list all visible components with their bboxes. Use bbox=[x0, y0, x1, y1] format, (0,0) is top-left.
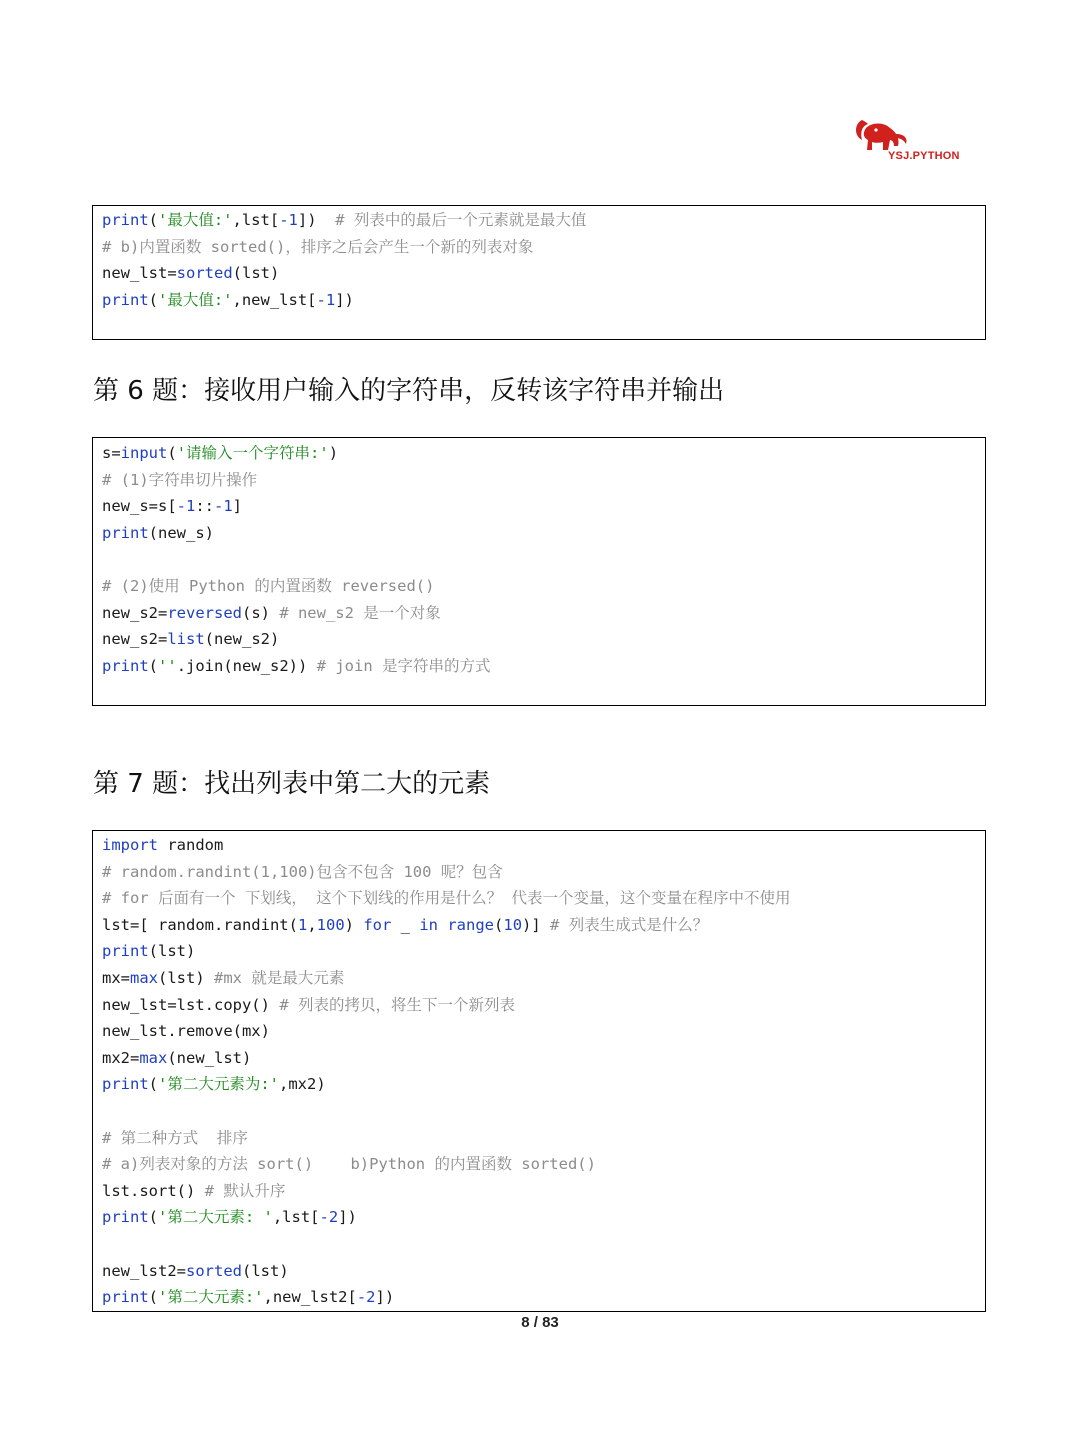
code-token: , bbox=[307, 915, 317, 934]
page-number: 8 / 83 bbox=[521, 1314, 559, 1331]
code-token: 100 bbox=[316, 915, 345, 934]
code-line bbox=[102, 832, 976, 859]
code-token: -1 bbox=[279, 211, 298, 229]
code-line bbox=[102, 467, 976, 494]
code-line bbox=[102, 573, 976, 600]
code-line bbox=[102, 600, 976, 627]
code-line bbox=[102, 1178, 976, 1205]
code-token: reversed bbox=[167, 603, 242, 622]
code-token: (lst) bbox=[158, 968, 214, 987]
code-token: ]) bbox=[297, 211, 336, 229]
code-token: ,mx2) bbox=[279, 1075, 326, 1094]
code-token: ( bbox=[148, 1288, 159, 1307]
code-line bbox=[102, 653, 976, 680]
code-line bbox=[102, 440, 976, 467]
code-token: -2 bbox=[319, 1208, 339, 1227]
code-token: new_s=s[ bbox=[102, 497, 177, 516]
code-token: ,new_lst[ bbox=[232, 290, 317, 309]
logo-text: YSJ.PYTHON bbox=[888, 150, 960, 162]
code-line bbox=[102, 234, 976, 261]
code-token: random bbox=[158, 836, 224, 854]
code-comment: # 列表的拷贝，将生下一个新列表 bbox=[279, 995, 515, 1014]
code-comment: # b)内置函数 sorted()，排序之后会产生一个新的列表对象 bbox=[102, 237, 534, 256]
code-token: '第二大元素:' bbox=[158, 1288, 264, 1307]
code-line bbox=[102, 260, 976, 287]
code-token bbox=[438, 916, 447, 934]
code-token: mx2= bbox=[102, 1048, 140, 1067]
code-token: -1 bbox=[176, 497, 196, 516]
code-token: max bbox=[139, 1048, 168, 1067]
code-token: 10 bbox=[503, 915, 523, 934]
code-comment: # a)列表对象的方法 sort() b)Python 的内置函数 sorted() bbox=[102, 1155, 596, 1174]
code-token: ( bbox=[148, 211, 159, 229]
code-token: '请输入一个字符串:' bbox=[176, 444, 329, 462]
code-comment: # join 是字符串的方式 bbox=[316, 656, 491, 675]
code-token: :: bbox=[195, 497, 214, 516]
code-token: print bbox=[102, 523, 149, 542]
code-token: new_s2= bbox=[102, 630, 168, 649]
code-token: import bbox=[102, 836, 158, 854]
code-token: -1 bbox=[316, 290, 336, 309]
code-token: s= bbox=[102, 444, 121, 462]
code-token: (lst) bbox=[148, 942, 196, 961]
code-token: (s) bbox=[241, 603, 280, 622]
code-token: lst.sort() bbox=[102, 1181, 205, 1200]
code-token: ]) bbox=[338, 1208, 357, 1227]
code-token: '最大值:' bbox=[158, 290, 233, 309]
code-line bbox=[102, 287, 976, 314]
code-token: _ bbox=[391, 915, 420, 934]
code-block-reverse-string bbox=[92, 437, 986, 706]
code-line bbox=[102, 992, 976, 1019]
code-token: 1 bbox=[297, 915, 308, 934]
code-line bbox=[102, 207, 976, 234]
code-token: '' bbox=[158, 656, 177, 675]
code-token: in bbox=[419, 915, 438, 934]
code-line bbox=[102, 626, 976, 653]
code-token: .join(new_s2)) bbox=[176, 656, 317, 675]
code-token: print bbox=[102, 1075, 149, 1094]
code-token: (lst) bbox=[242, 1261, 289, 1280]
code-line bbox=[102, 493, 976, 520]
code-block-max-value bbox=[92, 205, 986, 340]
code-token: print bbox=[102, 211, 149, 229]
code-block-second-largest bbox=[92, 830, 986, 1312]
code-token: ]) bbox=[335, 290, 354, 309]
code-token: ( bbox=[494, 915, 504, 934]
code-token: new_s2= bbox=[102, 603, 168, 622]
code-token: ,new_lst2[ bbox=[263, 1288, 357, 1307]
code-line bbox=[102, 1125, 976, 1152]
code-comment: #mx 就是最大元素 bbox=[214, 968, 345, 987]
question-7-title: 第 7 题：找出列表中第二大的元素 bbox=[93, 769, 491, 799]
code-token: max bbox=[130, 968, 158, 987]
code-line bbox=[102, 1045, 976, 1072]
code-token: (new_s2) bbox=[204, 630, 280, 649]
code-comment: # 第二种方式 排序 bbox=[102, 1128, 248, 1147]
code-comment: # random.randint(1,100)包含不包含 100 呢？包含 bbox=[102, 862, 503, 881]
code-line bbox=[102, 912, 976, 939]
code-token: (lst) bbox=[232, 264, 280, 283]
question-6-title: 第 6 题：接收用户输入的字符串，反转该字符串并输出 bbox=[93, 376, 725, 406]
code-token: list bbox=[167, 630, 205, 649]
code-token: ,lst[ bbox=[232, 211, 280, 229]
code-token: mx= bbox=[102, 968, 130, 987]
code-line bbox=[102, 1098, 976, 1125]
code-line bbox=[102, 1258, 976, 1285]
code-token: sorted bbox=[176, 264, 233, 283]
code-line bbox=[102, 859, 976, 886]
code-token: lst=[ random.randint( bbox=[102, 915, 298, 934]
code-line bbox=[102, 938, 976, 965]
code-comment: # 列表生成式是什么？ bbox=[550, 915, 709, 934]
code-token: for bbox=[363, 915, 392, 934]
code-line bbox=[102, 546, 976, 573]
code-token: ( bbox=[148, 1075, 159, 1094]
code-token: ,lst[ bbox=[272, 1208, 320, 1227]
code-comment: # (2)使用 Python 的内置函数 reversed() bbox=[102, 576, 435, 595]
code-token: )] bbox=[522, 915, 551, 934]
code-token: (new_lst) bbox=[167, 1048, 252, 1067]
code-token: -1 bbox=[214, 497, 233, 516]
code-token: new_lst.remove(mx) bbox=[102, 1022, 270, 1041]
code-line bbox=[102, 1231, 976, 1258]
code-token: ( bbox=[148, 290, 159, 309]
code-token: print bbox=[102, 656, 149, 675]
code-token: ]) bbox=[375, 1288, 395, 1307]
code-token: '第二大元素为:' bbox=[158, 1075, 280, 1094]
code-token: new_lst= bbox=[102, 264, 177, 283]
code-token: ] bbox=[232, 497, 243, 516]
code-line bbox=[102, 885, 976, 912]
code-comment: # 列表中的最后一个元素就是最大值 bbox=[335, 211, 587, 229]
code-token: ) bbox=[328, 444, 339, 462]
code-token: sorted bbox=[186, 1261, 242, 1280]
code-token: ( bbox=[167, 444, 177, 462]
code-token: ( bbox=[148, 1208, 159, 1227]
code-line bbox=[102, 1151, 976, 1178]
code-token: print bbox=[102, 942, 149, 961]
code-token: '最大值:' bbox=[158, 211, 233, 229]
code-line bbox=[102, 965, 976, 992]
code-token: new_lst2= bbox=[102, 1261, 186, 1280]
code-token: '第二大元素: ' bbox=[158, 1208, 273, 1227]
code-token: ( bbox=[148, 656, 159, 675]
code-token: ) bbox=[344, 915, 364, 934]
code-comment: # new_s2 是一个对象 bbox=[279, 603, 441, 622]
code-token: input bbox=[120, 444, 168, 462]
code-comment: # (1)字符串切片操作 bbox=[102, 470, 258, 489]
code-comment: # 默认升序 bbox=[204, 1181, 286, 1200]
code-token: new_lst=lst.copy() bbox=[102, 995, 280, 1014]
code-token: print bbox=[102, 290, 149, 309]
code-comment: # for 后面有一个 下划线， 这个下划线的作用是什么？ 代表一个变量，这个变量在程序中不使用 bbox=[102, 889, 791, 908]
code-token: print bbox=[102, 1288, 149, 1307]
code-line bbox=[102, 1018, 976, 1045]
code-line bbox=[102, 1204, 976, 1231]
code-token: print bbox=[102, 1208, 149, 1227]
code-line bbox=[102, 1071, 976, 1098]
code-token: (new_s) bbox=[148, 523, 214, 542]
code-line bbox=[102, 520, 976, 547]
code-line bbox=[102, 1284, 976, 1311]
code-token: range bbox=[447, 915, 495, 934]
code-token: -2 bbox=[356, 1288, 376, 1307]
